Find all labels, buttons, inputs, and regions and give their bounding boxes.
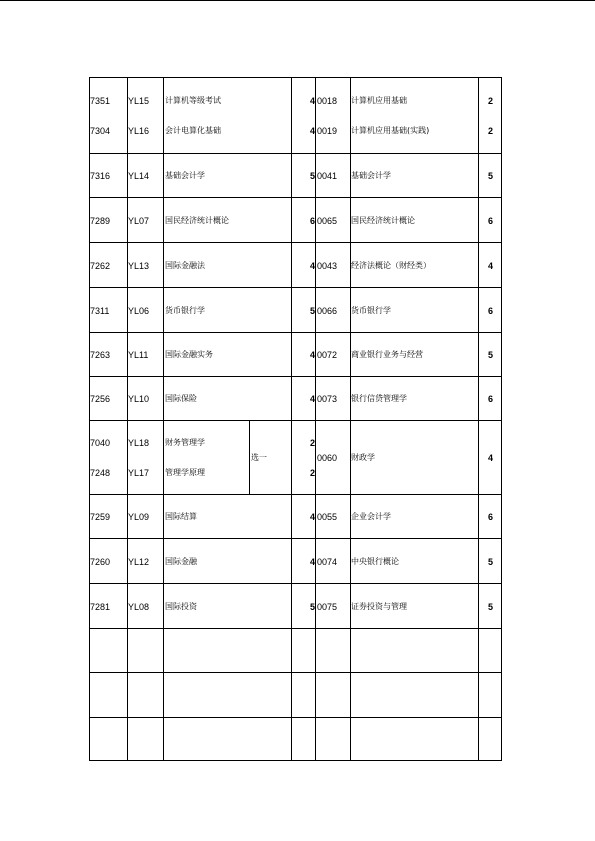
exam-course-code: 0041 bbox=[317, 171, 338, 181]
yl-code: YL13 bbox=[128, 261, 150, 271]
exam-course-name: 计算机应用基础(实践) bbox=[351, 126, 430, 135]
exam-course-code: 0065 bbox=[317, 216, 338, 226]
credit: 2 bbox=[309, 438, 315, 448]
exam-course-name: 商业银行业务与经营 bbox=[351, 350, 423, 359]
exam-credit: 6 bbox=[487, 512, 493, 522]
yl-code: YL08 bbox=[128, 602, 150, 612]
course-name: 国际金融法 bbox=[165, 261, 205, 270]
column-divider bbox=[291, 77, 292, 761]
yl-code: YL18 bbox=[128, 438, 150, 448]
course-name: 财务管理学 bbox=[165, 438, 205, 447]
exam-credit: 6 bbox=[487, 216, 493, 226]
exam-credit: 5 bbox=[487, 557, 493, 567]
course-code: 7311 bbox=[90, 306, 110, 316]
exam-credit: 6 bbox=[487, 394, 493, 404]
course-code: 7281 bbox=[90, 602, 111, 612]
course-name: 会计电算化基础 bbox=[165, 126, 221, 135]
credit: 4 bbox=[309, 512, 315, 522]
course-name: 国际保险 bbox=[165, 394, 197, 403]
course-code: 7263 bbox=[90, 350, 111, 360]
table-row bbox=[89, 242, 502, 287]
course-code: 7262 bbox=[90, 261, 111, 271]
column-divider bbox=[127, 77, 128, 761]
empty-table-row bbox=[89, 717, 502, 761]
course-name: 国际结算 bbox=[165, 512, 197, 521]
exam-course-code: 0018 bbox=[317, 96, 338, 106]
exam-credit: 4 bbox=[487, 453, 493, 463]
table-row bbox=[89, 287, 502, 332]
yl-code: YL17 bbox=[128, 468, 150, 478]
exam-course-name: 经济法概论（财经类） bbox=[351, 261, 431, 270]
course-code: 7289 bbox=[90, 216, 111, 226]
course-code: 7256 bbox=[90, 394, 111, 404]
column-divider bbox=[350, 77, 351, 761]
empty-table-row bbox=[89, 672, 502, 717]
credit: 5 bbox=[309, 171, 315, 181]
exam-course-code: 0072 bbox=[317, 350, 338, 360]
exam-course-name: 国民经济统计概论 bbox=[351, 216, 415, 225]
course-code: 7316 bbox=[90, 171, 111, 181]
exam-credit: 2 bbox=[487, 126, 493, 136]
exam-credit: 5 bbox=[487, 602, 493, 612]
course-code: 7259 bbox=[90, 512, 111, 522]
credit: 4 bbox=[309, 557, 315, 567]
course-name: 国民经济统计概论 bbox=[165, 216, 229, 225]
exam-course-name: 货币银行学 bbox=[351, 306, 391, 315]
yl-code: YL14 bbox=[128, 171, 150, 181]
column-divider bbox=[478, 77, 479, 761]
course-name: 货币银行学 bbox=[165, 306, 205, 315]
yl-code: YL06 bbox=[128, 306, 150, 316]
yl-code: YL15 bbox=[128, 96, 150, 106]
exam-course-name: 基础会计学 bbox=[351, 171, 391, 180]
table-row bbox=[89, 332, 502, 376]
exam-credit: 5 bbox=[487, 171, 493, 181]
exam-course-code: 0043 bbox=[317, 261, 338, 271]
exam-credit: 5 bbox=[487, 350, 493, 360]
credit: 4 bbox=[309, 126, 315, 136]
exam-course-name: 证券投资与管理 bbox=[351, 602, 407, 611]
choice-note: 选一 bbox=[251, 453, 267, 462]
course-name: 管理学原理 bbox=[165, 468, 205, 477]
column-divider bbox=[163, 77, 164, 761]
exam-course-code: 0066 bbox=[317, 306, 338, 316]
yl-code: YL07 bbox=[128, 216, 150, 226]
course-mapping-table bbox=[89, 77, 502, 761]
exam-course-code: 0074 bbox=[317, 557, 338, 567]
exam-course-name: 财政学 bbox=[351, 453, 375, 462]
exam-course-name: 企业会计学 bbox=[351, 512, 391, 521]
course-name: 国际金融实务 bbox=[165, 350, 213, 359]
yl-code: YL10 bbox=[128, 394, 150, 404]
exam-credit: 2 bbox=[487, 96, 493, 106]
table-border-right bbox=[501, 77, 502, 761]
credit: 6 bbox=[309, 216, 315, 226]
exam-course-code: 0060 bbox=[317, 453, 338, 463]
credit: 4 bbox=[309, 350, 315, 360]
exam-course-name: 银行信贷管理学 bbox=[351, 394, 407, 403]
course-code: 7248 bbox=[90, 468, 111, 478]
table-row bbox=[89, 153, 502, 197]
exam-credit: 4 bbox=[487, 261, 493, 271]
choice-divider bbox=[249, 420, 250, 494]
exam-course-name: 计算机应用基础 bbox=[351, 96, 407, 105]
exam-course-code: 0019 bbox=[317, 126, 338, 136]
table-row bbox=[89, 376, 502, 420]
table-row bbox=[89, 583, 502, 628]
credit: 4 bbox=[309, 261, 315, 271]
course-code: 7040 bbox=[90, 438, 111, 448]
yl-code: YL11 bbox=[128, 350, 149, 360]
credit: 4 bbox=[309, 394, 315, 404]
exam-credit: 6 bbox=[487, 306, 493, 316]
exam-course-code: 0073 bbox=[317, 394, 338, 404]
yl-code: YL16 bbox=[128, 126, 150, 136]
course-name: 计算机等级考试 bbox=[165, 96, 221, 105]
exam-course-code: 0055 bbox=[317, 512, 338, 522]
table-row bbox=[89, 494, 502, 538]
table-row bbox=[89, 420, 502, 494]
column-divider bbox=[315, 77, 316, 761]
course-name: 国际金融 bbox=[165, 557, 197, 566]
page-top-rule bbox=[0, 0, 595, 1]
exam-course-code: 0075 bbox=[317, 602, 338, 612]
credit: 5 bbox=[309, 306, 315, 316]
course-name: 基础会计学 bbox=[165, 171, 205, 180]
course-name: 国际投资 bbox=[165, 602, 197, 611]
course-code: 7260 bbox=[90, 557, 111, 567]
credit: 5 bbox=[309, 602, 315, 612]
course-code: 7351 bbox=[90, 96, 111, 106]
empty-table-row bbox=[89, 628, 502, 672]
table-border-left bbox=[89, 77, 90, 761]
table-row bbox=[89, 538, 502, 583]
yl-code: YL12 bbox=[128, 557, 150, 567]
course-code: 7304 bbox=[90, 126, 111, 136]
credit: 4 bbox=[309, 96, 315, 106]
yl-code: YL09 bbox=[128, 512, 150, 522]
table-row bbox=[89, 77, 502, 153]
credit: 2 bbox=[309, 468, 315, 478]
table-row bbox=[89, 197, 502, 242]
exam-course-name: 中央银行概论 bbox=[351, 557, 399, 566]
